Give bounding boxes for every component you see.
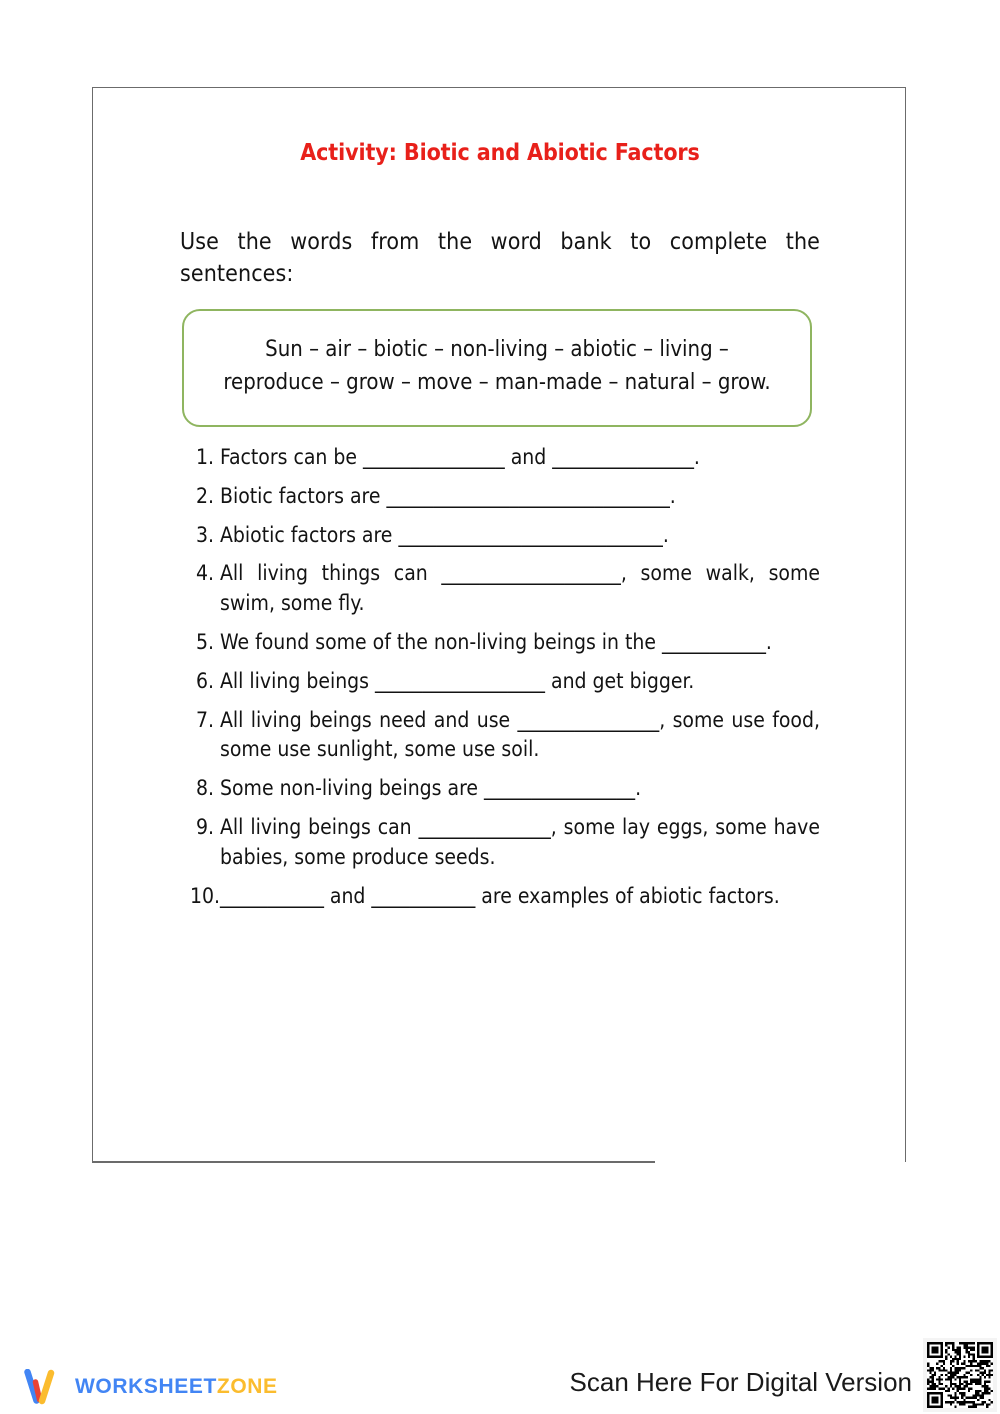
question-number: 10.	[190, 883, 221, 908]
question-text: We found some of the non-living beings in the ___________.	[220, 629, 772, 654]
question-text: ___________ and ___________ are examples of abiotic factors.	[220, 883, 780, 908]
question-number: 8.	[196, 776, 215, 801]
scan-here-label: Scan Here For Digital Version	[569, 1367, 912, 1397]
question-item	[180, 443, 820, 473]
qr-code-icon[interactable]	[923, 1338, 997, 1412]
worksheet-instructions: Use the words from the word bank to complete the sentences:	[180, 228, 820, 288]
worksheet-zone-logo[interactable]	[24, 1369, 278, 1405]
word-bank-box	[182, 309, 812, 427]
question-number: 5.	[196, 629, 215, 654]
question-text: Factors can be _______________ and _______________.	[220, 444, 700, 469]
question-item	[180, 521, 820, 551]
question-text: All living beings __________________ and get bigger.	[220, 668, 695, 693]
brand-word-worksheet: WORKSHEET	[75, 1375, 217, 1398]
question-item	[180, 559, 820, 619]
question-number: 4.	[196, 561, 215, 586]
question-item	[180, 774, 820, 804]
worksheet-content	[180, 140, 820, 920]
worksheet-zone-wordmark	[75, 1375, 278, 1399]
worksheet-zone-mark-icon	[24, 1369, 66, 1405]
word-bank-line-2: reproduce – grow – move – man-made – natural – grow.	[223, 369, 771, 395]
question-number: 3.	[196, 522, 215, 547]
question-text: Biotic factors are ______________________________.	[220, 483, 676, 508]
question-text: All living things can ___________________, some walk, some swim, some fly.	[220, 561, 820, 616]
question-item	[180, 482, 820, 512]
question-item	[180, 667, 820, 697]
word-bank-line-1: Sun – air – biotic – non-living – abiotic – living –	[265, 336, 729, 362]
question-number: 7.	[196, 707, 215, 732]
question-number: 9.	[196, 815, 215, 840]
question-item	[180, 813, 820, 873]
question-item	[180, 706, 820, 766]
question-item	[180, 628, 820, 658]
question-number: 1.	[196, 444, 215, 469]
question-number: 6.	[196, 668, 215, 693]
question-text: All living beings need and use _______________, some use food, some use sunlight, some use soil.	[220, 707, 820, 762]
worksheet-title: Activity: Biotic and Abiotic Factors	[300, 140, 700, 166]
question-list	[180, 443, 820, 912]
question-text: Abiotic factors are ____________________________.	[220, 522, 669, 547]
question-text: All living beings can ______________, some lay eggs, some have babies, some produce seeds.	[220, 815, 820, 869]
worksheet-page-bottom-rule	[92, 1161, 655, 1163]
brand-word-zone: ZONE	[216, 1375, 278, 1398]
question-text: Some non-living beings are ________________.	[220, 776, 642, 801]
question-item	[180, 882, 820, 912]
question-number: 2.	[196, 483, 215, 508]
